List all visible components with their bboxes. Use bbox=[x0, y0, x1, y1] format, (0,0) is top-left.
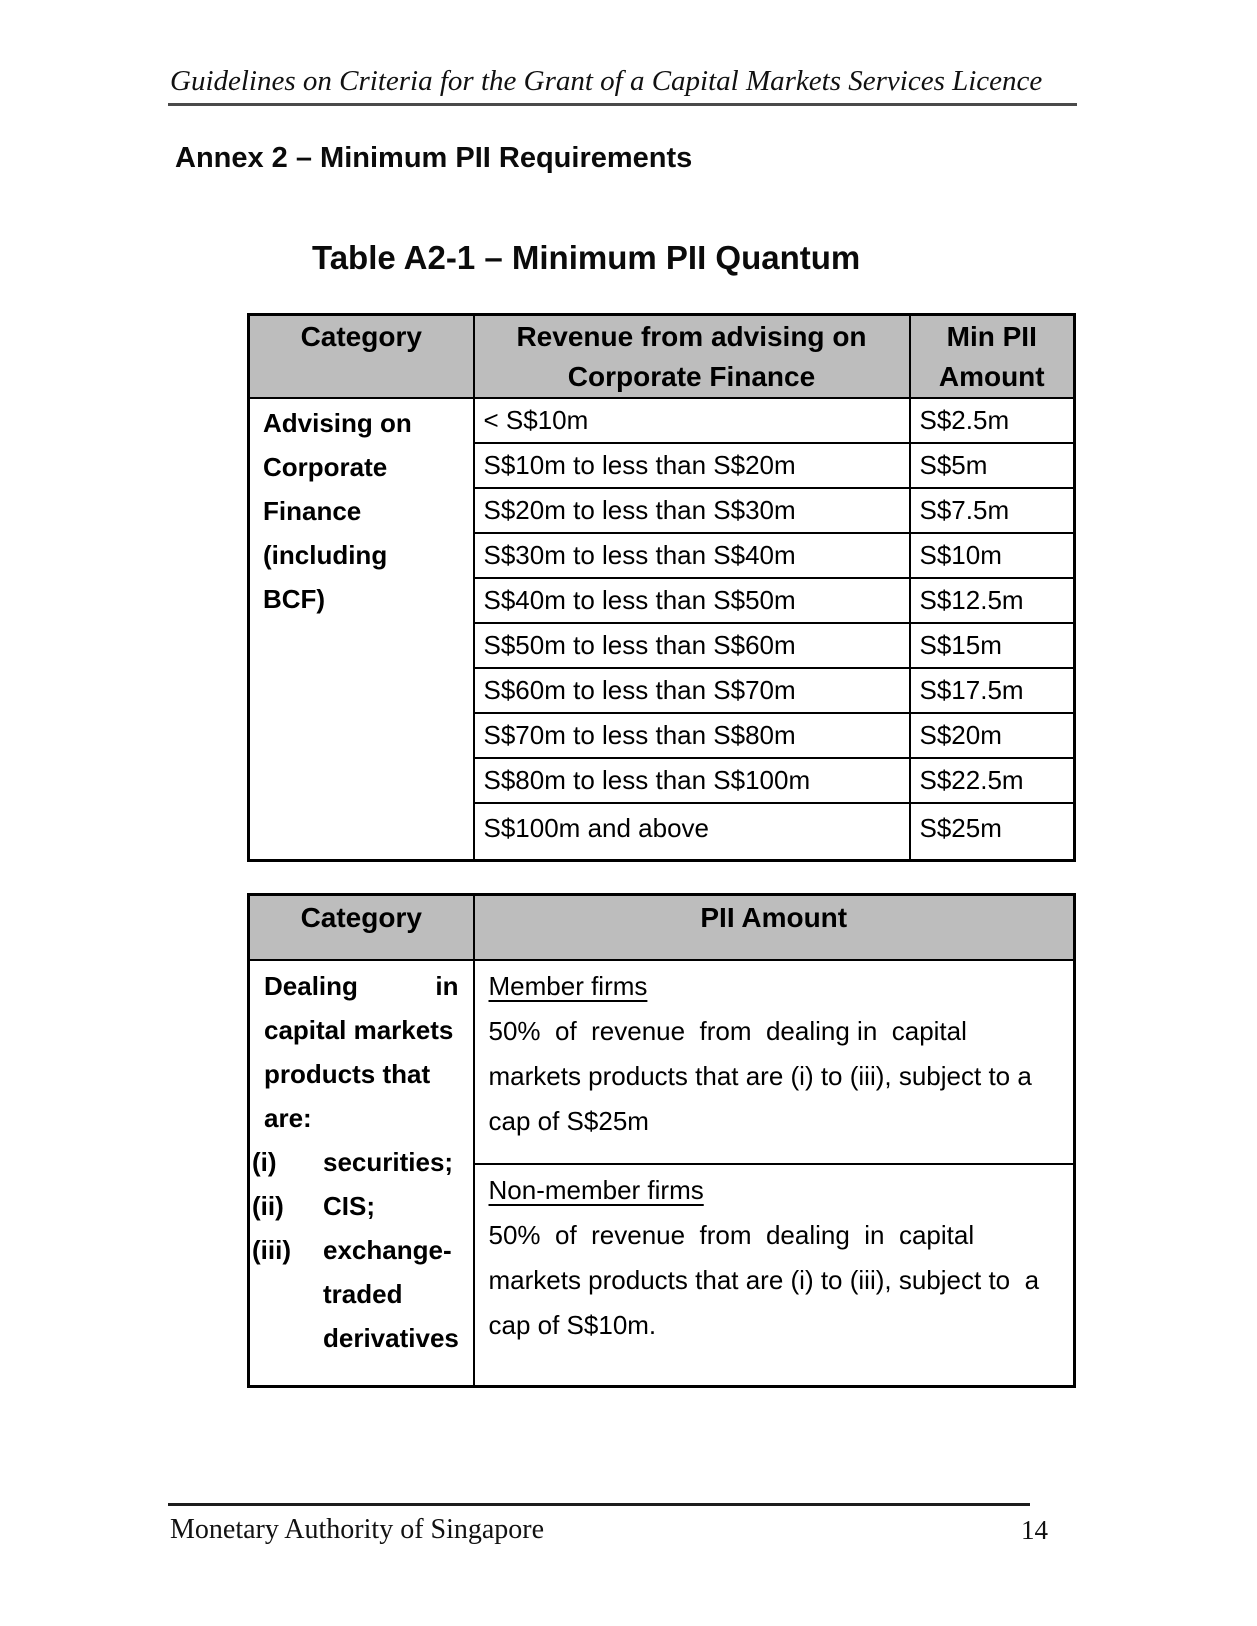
amount-cell: S$22.5m bbox=[910, 758, 1075, 803]
list-item-line: derivatives bbox=[323, 1322, 459, 1353]
revenue-cell: S$80m to less than S$100m bbox=[474, 758, 910, 803]
revenue-cell: S$30m to less than S$40m bbox=[474, 533, 910, 578]
header-label: Category bbox=[300, 321, 422, 352]
member-firms-cell bbox=[474, 960, 1075, 1164]
header-label-line1: Revenue from advising on bbox=[516, 321, 867, 352]
nonmember-firms-cell bbox=[474, 1164, 1075, 1387]
nonmember-firms-line: cap of S$10m. bbox=[488, 1309, 657, 1340]
nonmember-firms-line: 50% of revenue from dealing in capital bbox=[488, 1219, 975, 1250]
pii-amount-table bbox=[247, 893, 1076, 1388]
category-line: Advising on bbox=[263, 408, 412, 438]
list-item-line: exchange- bbox=[323, 1234, 452, 1265]
list-marker: (i) bbox=[252, 1146, 277, 1177]
table2-header-pii-amount bbox=[474, 895, 1075, 960]
category-line: BCF) bbox=[263, 584, 326, 614]
category-line: are: bbox=[264, 1102, 312, 1133]
list-item-text: CIS; bbox=[323, 1190, 375, 1221]
header-rule bbox=[168, 103, 1077, 106]
amount-cell: S$15m bbox=[910, 623, 1075, 668]
amount-cell: S$25m bbox=[910, 803, 1075, 860]
amount-cell: S$20m bbox=[910, 713, 1075, 758]
category-line: Dealing in bbox=[264, 970, 459, 1001]
annex-heading: Annex 2 – Minimum PII Requirements bbox=[175, 142, 693, 174]
header-label-line2: Corporate Finance bbox=[567, 361, 816, 392]
list-item-line: traded bbox=[323, 1278, 403, 1309]
table1-title: Table A2-1 – Minimum PII Quantum bbox=[312, 239, 861, 276]
list-item bbox=[252, 1228, 459, 1360]
member-firms-line: cap of S$25m bbox=[488, 1105, 649, 1136]
table1-header-minpii bbox=[910, 315, 1075, 399]
revenue-cell: S$100m and above bbox=[474, 803, 910, 860]
member-firms-line: markets products that are (i) to (iii), subject to a bbox=[488, 1060, 1032, 1091]
table1-header-category bbox=[249, 315, 474, 399]
revenue-cell: S$10m to less than S$20m bbox=[474, 443, 910, 488]
amount-cell: S$17.5m bbox=[910, 668, 1075, 713]
table2-header-category bbox=[249, 895, 474, 960]
pii-quantum-table bbox=[247, 313, 1076, 862]
list-item-text bbox=[323, 1228, 459, 1360]
revenue-cell: S$40m to less than S$50m bbox=[474, 578, 910, 623]
category-line: (including bbox=[263, 540, 388, 570]
amount-cell: S$10m bbox=[910, 533, 1075, 578]
table1-header-revenue bbox=[474, 315, 910, 399]
list-marker: (ii) bbox=[252, 1190, 284, 1221]
category-line: capital markets bbox=[264, 1014, 454, 1045]
table-row bbox=[249, 398, 1075, 443]
table-row bbox=[249, 960, 1075, 1164]
nonmember-firms-line: markets products that are (i) to (iii), subject to a bbox=[488, 1264, 1040, 1295]
nonmember-firms-heading: Non-member firms bbox=[488, 1174, 704, 1205]
header-label: PII Amount bbox=[700, 902, 848, 933]
member-firms-line: 50% of revenue from dealing in capital bbox=[488, 1015, 967, 1046]
category-line: products that bbox=[264, 1058, 431, 1089]
list-marker: (iii) bbox=[252, 1234, 291, 1265]
table2-header-row bbox=[249, 895, 1075, 960]
revenue-cell: S$60m to less than S$70m bbox=[474, 668, 910, 713]
list-item bbox=[252, 1184, 459, 1228]
member-firms-heading: Member firms bbox=[488, 970, 648, 1001]
revenue-cell: < S$10m bbox=[474, 398, 910, 443]
footer bbox=[170, 1512, 1048, 1548]
footer-rule bbox=[168, 1503, 1030, 1506]
category-cell bbox=[249, 398, 474, 860]
footer-org-name: Monetary Authority of Singapore bbox=[170, 1514, 545, 1545]
page-header-title: Guidelines on Criteria for the Grant of a Capital Markets Services Licence bbox=[170, 65, 1043, 97]
list-item-text: securities; bbox=[323, 1146, 454, 1177]
category-line: Finance bbox=[263, 496, 362, 526]
amount-cell: S$2.5m bbox=[910, 398, 1075, 443]
header-label-line1: Min PII bbox=[946, 321, 1037, 352]
amount-cell: S$7.5m bbox=[910, 488, 1075, 533]
amount-cell: S$12.5m bbox=[910, 578, 1075, 623]
header-label: Category bbox=[300, 902, 422, 933]
revenue-cell: S$70m to less than S$80m bbox=[474, 713, 910, 758]
revenue-cell: S$20m to less than S$30m bbox=[474, 488, 910, 533]
amount-cell: S$5m bbox=[910, 443, 1075, 488]
table1-header-row bbox=[249, 315, 1075, 399]
header-label-line2: Amount bbox=[938, 361, 1045, 392]
list-item bbox=[252, 1140, 459, 1184]
category-line: Corporate bbox=[263, 452, 388, 482]
page-number: 14 bbox=[1021, 1515, 1048, 1545]
revenue-cell: S$50m to less than S$60m bbox=[474, 623, 910, 668]
category-cell bbox=[249, 960, 474, 1387]
